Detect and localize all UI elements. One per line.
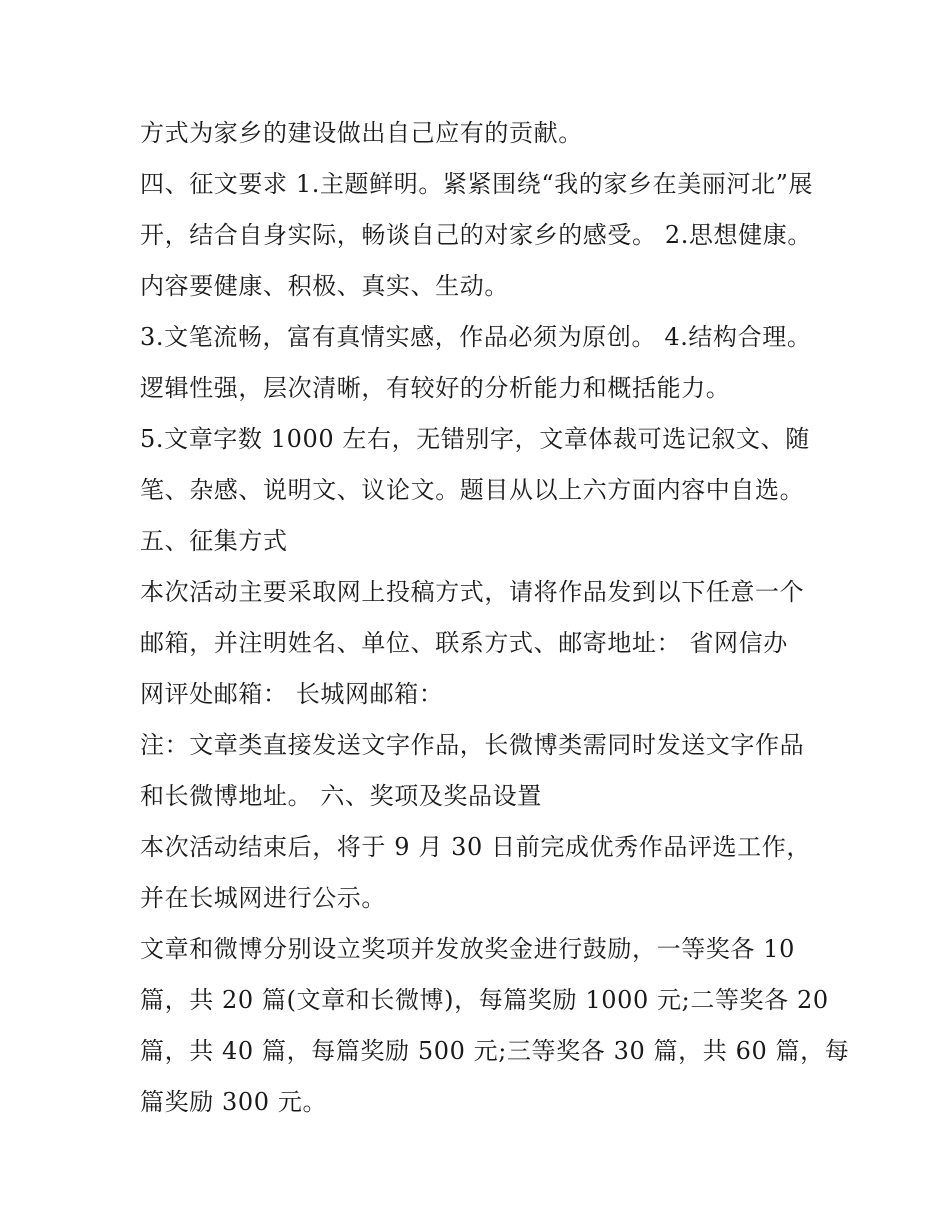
text-line: 文章和微博分别设立奖项并发放奖金进行鼓励，一等奖各 10 xyxy=(140,935,795,963)
text-line: 邮箱，并注明姓名、单位、联系方式、邮寄地址： 省网信办 xyxy=(140,629,788,657)
text-line: 开，结合自身实际，畅谈自己的对家乡的感受。 2.思想健康。 xyxy=(140,221,812,249)
document-body xyxy=(140,108,850,1128)
text-line: 篇，共 40 篇，每篇奖励 500 元;三等奖各 30 篇，共 60 篇，每 xyxy=(140,1037,850,1065)
text-line: 逻辑性强，层次清晰，有较好的分析能力和概括能力。 xyxy=(140,374,731,402)
text-line: 5.文章字数 1000 左右，无错别字，文章体裁可选记叙文、随 xyxy=(140,425,810,453)
text-line: 并在长城网进行公示。 xyxy=(140,884,386,912)
text-line: 本次活动主要采取网上投稿方式，请将作品发到以下任意一个 xyxy=(140,578,805,606)
text-line: 注：文章类直接发送文字作品，长微博类需同时发送文字作品 xyxy=(140,731,805,759)
text-line: 3.文笔流畅，富有真情实感，作品必须为原创。 4.结构合理。 xyxy=(140,323,812,351)
text-line: 本次活动结束后，将于 9 月 30 日前完成优秀作品评选工作， xyxy=(140,833,811,861)
section-heading: 五、征集方式 xyxy=(140,527,288,555)
text-line: 内容要健康、积极、真实、生动。 xyxy=(140,272,509,300)
text-line: 四、征文要求 1.主题鲜明。紧紧围绕“我的家乡在美丽河北”展 xyxy=(140,170,814,198)
text-line: 和长微博地址。 六、奖项及奖品设置 xyxy=(140,782,542,810)
text-line: 网评处邮箱： 长城网邮箱： xyxy=(140,680,444,708)
text-line: 篇奖励 300 元。 xyxy=(140,1088,328,1116)
text-line: 方式为家乡的建设做出自己应有的贡献。 xyxy=(140,119,583,147)
text-line: 篇，共 20 篇(文章和长微博)，每篇奖励 1000 元;二等奖各 20 xyxy=(140,986,829,1014)
text-line: 笔、杂感、说明文、议论文。题目从以上六方面内容中自选。 xyxy=(140,476,805,504)
